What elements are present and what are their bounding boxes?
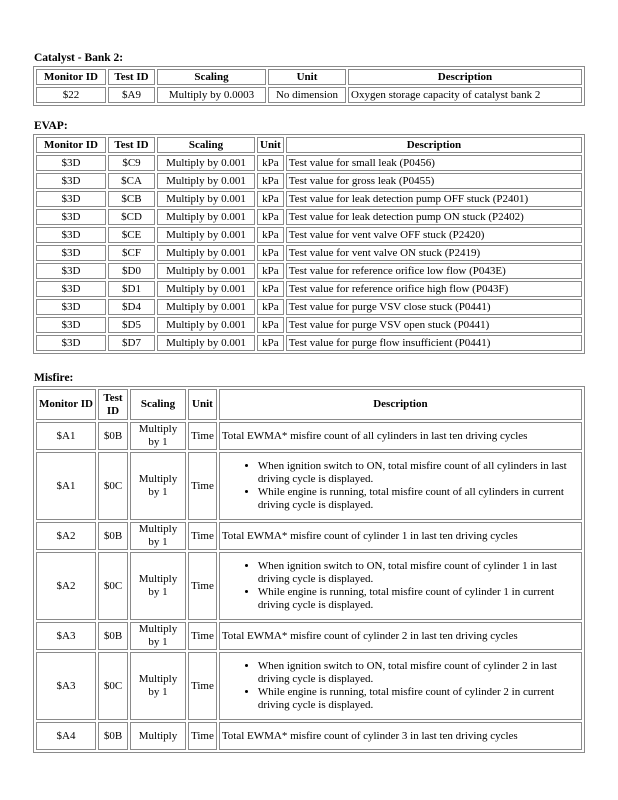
col-header-description: Description (348, 69, 582, 85)
cell-test-id: $A9 (108, 87, 155, 103)
cell-unit: kPa (257, 263, 284, 279)
table-row (36, 173, 582, 189)
cell-monitor-id: $A1 (36, 422, 96, 450)
cell-description: Test value for gross leak (P0455) (286, 173, 582, 189)
cell-monitor-id: $3D (36, 335, 106, 351)
cell-scaling: Multiply by 0.001 (157, 209, 255, 225)
description-bullet: • When ignition switch to ON, total misfire count of all cylinders in last driving cycle is displayed. (258, 460, 579, 486)
catalyst-table (33, 66, 585, 106)
cell-monitor-id: $3D (36, 317, 106, 333)
cell-description: Oxygen storage capacity of catalyst bank 2 (348, 87, 582, 103)
description-bullet-list (222, 460, 579, 512)
col-header-test-id: Test ID (108, 137, 155, 153)
table-row (36, 522, 582, 550)
cell-test-id: $CE (108, 227, 155, 243)
col-header-monitor-id: Monitor ID (36, 137, 106, 153)
cell-monitor-id: $3D (36, 191, 106, 207)
cell-test-id: $0B (98, 522, 128, 550)
description-bullet-list (222, 660, 579, 712)
cell-scaling: Multiply by 0.001 (157, 155, 255, 171)
cell-description: Total EWMA* misfire count of cylinder 2 in last ten driving cycles (219, 622, 582, 650)
cell-description: Test value for reference orifice high flow (P043F) (286, 281, 582, 297)
cell-scaling: Multiply by 1 (130, 652, 186, 720)
col-header-scaling: Scaling (157, 137, 255, 153)
cell-monitor-id: $3D (36, 281, 106, 297)
cell-unit: kPa (257, 317, 284, 333)
cell-test-id: $0B (98, 622, 128, 650)
cell-scaling: Multiply by 0.001 (157, 335, 255, 351)
table-row (36, 191, 582, 207)
cell-monitor-id: $A3 (36, 622, 96, 650)
cell-test-id: $D5 (108, 317, 155, 333)
table-row (36, 422, 582, 450)
table-row (36, 227, 582, 243)
cell-monitor-id: $22 (36, 87, 106, 103)
cell-description: Test value for small leak (P0456) (286, 155, 582, 171)
cell-scaling: Multiply by 0.001 (157, 281, 255, 297)
cell-test-id: $CA (108, 173, 155, 189)
cell-unit: Time (188, 652, 217, 720)
cell-description (219, 652, 582, 720)
cell-description: Test value for purge flow insufficient (P0441) (286, 335, 582, 351)
col-header-test-id: Test ID (108, 69, 155, 85)
cell-unit: kPa (257, 209, 284, 225)
cell-unit: kPa (257, 245, 284, 261)
cell-test-id: $0C (98, 552, 128, 620)
cell-monitor-id: $A3 (36, 652, 96, 720)
cell-scaling: Multiply by 0.001 (157, 263, 255, 279)
table-row (36, 209, 582, 225)
table-row (36, 299, 582, 315)
cell-unit: kPa (257, 299, 284, 315)
cell-monitor-id: $3D (36, 245, 106, 261)
cell-test-id: $D0 (108, 263, 155, 279)
cell-unit: Time (188, 552, 217, 620)
table-row (36, 652, 582, 720)
col-header-unit: Unit (188, 389, 217, 420)
cell-description: Test value for leak detection pump ON stuck (P2402) (286, 209, 582, 225)
cell-test-id: $0B (98, 422, 128, 450)
cell-monitor-id: $3D (36, 155, 106, 171)
table-row (36, 155, 582, 171)
cell-scaling: Multiply by 1 (130, 522, 186, 550)
cell-scaling: Multiply by 1 (130, 452, 186, 520)
cell-monitor-id: $A4 (36, 722, 96, 750)
table-row (36, 263, 582, 279)
col-header-description: Description (219, 389, 582, 420)
cell-unit: kPa (257, 227, 284, 243)
cell-scaling: Multiply by 0.001 (157, 317, 255, 333)
cell-description: Test value for purge VSV open stuck (P0441) (286, 317, 582, 333)
evap-table (33, 134, 585, 354)
description-bullet: • When ignition switch to ON, total misfire count of cylinder 2 in last driving cycle is displayed. (258, 660, 579, 686)
cell-unit: Time (188, 452, 217, 520)
col-header-monitor-id: Monitor ID (36, 69, 106, 85)
cell-monitor-id: $3D (36, 209, 106, 225)
cell-unit: kPa (257, 335, 284, 351)
cell-scaling: Multiply by 1 (130, 422, 186, 450)
description-bullet: • While engine is running, total misfire count of all cylinders in current driving cycle is displayed. (258, 486, 579, 512)
table-row (36, 622, 582, 650)
cell-test-id: $D1 (108, 281, 155, 297)
cell-description: Test value for vent valve OFF stuck (P2420) (286, 227, 582, 243)
cell-scaling: Multiply by 0.001 (157, 173, 255, 189)
cell-unit: Time (188, 422, 217, 450)
table-row (36, 317, 582, 333)
cell-description: Total EWMA* misfire count of cylinder 1 in last ten driving cycles (219, 522, 582, 550)
col-header-scaling: Scaling (157, 69, 266, 85)
cell-test-id: $0C (98, 452, 128, 520)
evap-section-title: EVAP: (34, 120, 68, 132)
misfire-section-title: Misfire: (34, 372, 74, 384)
cell-test-id: $CB (108, 191, 155, 207)
table-row (36, 281, 582, 297)
col-header-monitor-id: Monitor ID (36, 389, 96, 420)
cell-description (219, 552, 582, 620)
cell-unit: kPa (257, 281, 284, 297)
cell-monitor-id: $3D (36, 263, 106, 279)
cell-monitor-id: $A2 (36, 552, 96, 620)
description-bullet: • When ignition switch to ON, total misfire count of cylinder 1 in last driving cycle is displayed. (258, 560, 579, 586)
cell-monitor-id: $3D (36, 173, 106, 189)
description-bullet: • While engine is running, total misfire count of cylinder 2 in current driving cycle is displayed. (258, 686, 579, 712)
table-row (36, 87, 582, 103)
cell-scaling: Multiply by 0.001 (157, 245, 255, 261)
cell-test-id: $CD (108, 209, 155, 225)
cell-monitor-id: $3D (36, 227, 106, 243)
cell-monitor-id: $A2 (36, 522, 96, 550)
cell-description: Total EWMA* misfire count of cylinder 3 in last ten driving cycles (219, 722, 582, 750)
col-header-test-id: Test ID (98, 389, 128, 420)
cell-scaling: Multiply by 1 (130, 622, 186, 650)
cell-test-id: $D4 (108, 299, 155, 315)
cell-test-id: $0C (98, 652, 128, 720)
cell-scaling: Multiply by 0.001 (157, 227, 255, 243)
cell-monitor-id: $3D (36, 299, 106, 315)
cell-description: Total EWMA* misfire count of all cylinders in last ten driving cycles (219, 422, 582, 450)
cell-scaling: Multiply (130, 722, 186, 750)
catalyst-section-title: Catalyst - Bank 2: (34, 52, 124, 64)
cell-scaling: Multiply by 1 (130, 552, 186, 620)
col-header-unit: Unit (268, 69, 346, 85)
table-row (36, 452, 582, 520)
cell-test-id: $D7 (108, 335, 155, 351)
cell-test-id: $C9 (108, 155, 155, 171)
cell-unit: kPa (257, 191, 284, 207)
table-row (36, 552, 582, 620)
description-bullet: • While engine is running, total misfire count of cylinder 1 in current driving cycle is displayed. (258, 586, 579, 612)
table-row (36, 335, 582, 351)
cell-unit: Time (188, 522, 217, 550)
cell-unit: No dimension (268, 87, 346, 103)
col-header-description: Description (286, 137, 582, 153)
cell-scaling: Multiply by 0.001 (157, 191, 255, 207)
cell-description: Test value for reference orifice low flow (P043E) (286, 263, 582, 279)
misfire-table (33, 386, 585, 753)
table-row (36, 245, 582, 261)
cell-test-id: $0B (98, 722, 128, 750)
col-header-scaling: Scaling (130, 389, 186, 420)
cell-description: Test value for vent valve ON stuck (P2419) (286, 245, 582, 261)
cell-description: Test value for leak detection pump OFF stuck (P2401) (286, 191, 582, 207)
cell-test-id: $CF (108, 245, 155, 261)
cell-scaling: Multiply by 0.001 (157, 299, 255, 315)
cell-unit: Time (188, 722, 217, 750)
cell-unit: Time (188, 622, 217, 650)
cell-scaling: Multiply by 0.0003 (157, 87, 266, 103)
cell-monitor-id: $A1 (36, 452, 96, 520)
col-header-unit: Unit (257, 137, 284, 153)
cell-unit: kPa (257, 155, 284, 171)
cell-description (219, 452, 582, 520)
cell-unit: kPa (257, 173, 284, 189)
description-bullet-list (222, 560, 579, 612)
cell-description: Test value for purge VSV close stuck (P0441) (286, 299, 582, 315)
table-row (36, 722, 582, 750)
